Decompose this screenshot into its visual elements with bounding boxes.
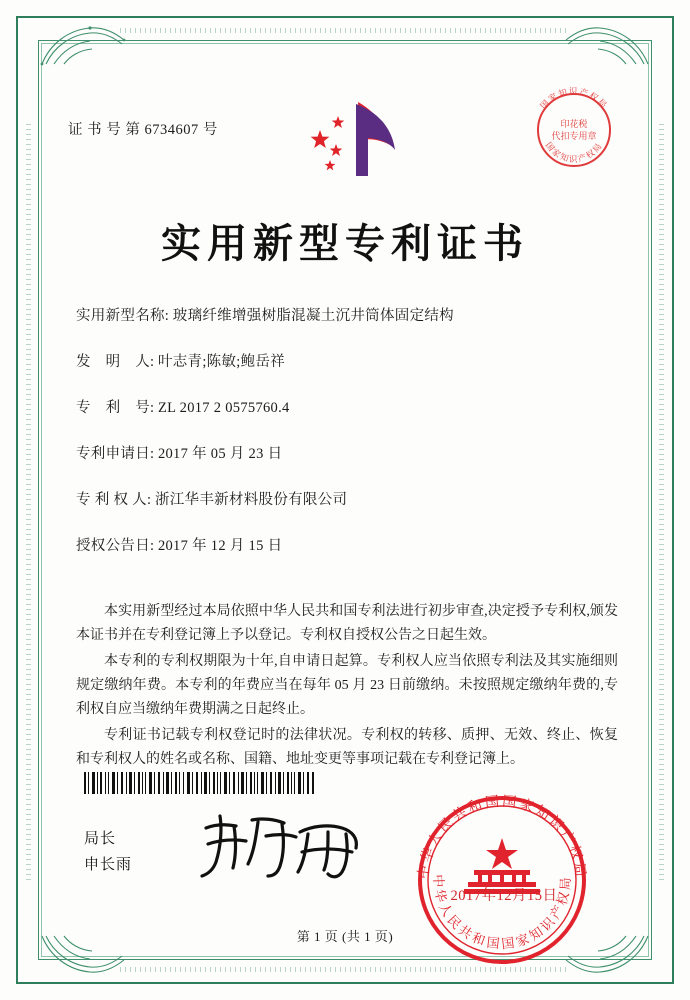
field-row-patentee <box>76 490 616 510</box>
handwritten-signature <box>196 806 376 882</box>
field-row-application-date <box>76 444 616 464</box>
svg-text:印花税: 印花税 <box>560 120 588 130</box>
director-title-label: 局长 <box>84 831 117 847</box>
field-value: 2017 年 05 月 23 日 <box>157 446 283 462</box>
field-label: 授权公告日: <box>76 538 155 554</box>
legal-paragraph-1: 本实用新型经过本局依照中华人民共和国专利法进行初步审查,决定授予专利权,颁发本证书并在专利登记簿上予以登记。专利权自授权公告之日起生效。 <box>76 604 618 643</box>
field-label: 发 明 人: <box>76 354 155 370</box>
legal-paragraph-3: 专利证书记载专利权登记时的法律状况。专利权的转移、质押、无效、终止、恢复和专利权人的姓名或名称、国籍、地址变更等事项记载在专利登记簿上。 <box>76 728 618 767</box>
page-footer: 第 1 页 (共 1 页) <box>296 929 394 944</box>
corner-flourish-top-right <box>564 20 650 66</box>
director-name-label: 申长雨 <box>84 857 133 873</box>
page-title: 实用新型专利证书 <box>161 220 529 267</box>
svg-text:国家知识产权局: 国家知识产权局 <box>538 86 610 111</box>
field-value: ZL 2017 2 0575760.4 <box>157 400 290 416</box>
field-row-inventor <box>76 352 616 372</box>
tax-stamp <box>526 82 622 178</box>
field-value: 浙江华丰新材料股份有限公司 <box>154 492 348 508</box>
field-row-patent-number <box>76 398 616 418</box>
legal-text <box>76 600 618 774</box>
field-label: 专利申请日: <box>76 446 155 462</box>
signature-block <box>84 826 132 878</box>
field-value: 叶志青;陈敏;鲍岳祥 <box>157 354 286 370</box>
patent-office-logo <box>296 98 404 190</box>
edge-pattern-top <box>120 28 570 33</box>
field-label: 实用新型名称: <box>76 308 170 324</box>
field-value: 2017 年 12 月 15 日 <box>157 538 283 554</box>
corner-flourish-top-left <box>40 20 126 66</box>
legal-paragraph-2: 本专利的专利权期限为十年,自申请日起算。专利权人应当依照专利法及其实施细则规定缴纳年费。本专利的年费应当在每年 05 月 23 日前缴纳。未按照规定缴纳年费的,专利权自应当缴纳年费期满之日起终止。 <box>76 654 618 717</box>
certificate-number: 证 书 号 第 6734607 号 <box>68 122 218 138</box>
official-seal <box>408 786 596 974</box>
field-row-utility-model-name <box>76 306 616 326</box>
field-row-grant-date <box>76 536 616 556</box>
svg-text:中华人民共和国国家知识产权局: 中华人民共和国国家知识产权局 <box>429 874 575 953</box>
svg-text:代扣专用章: 代扣专用章 <box>551 132 597 142</box>
field-label: 专 利 号: <box>76 400 155 416</box>
svg-text:中华人民共和国国家知识产权局: 中华人民共和国国家知识产权局 <box>415 793 589 880</box>
svg-text:国家知识产权局: 国家知识产权局 <box>543 140 605 164</box>
document-barcode <box>84 772 316 794</box>
fields-list <box>76 306 616 582</box>
field-label: 专 利 权 人: <box>76 492 152 508</box>
seal-date: 2017年12月15日 <box>450 888 558 904</box>
field-value: 玻璃纤维增强树脂混凝土沉井筒体固定结构 <box>172 308 454 324</box>
